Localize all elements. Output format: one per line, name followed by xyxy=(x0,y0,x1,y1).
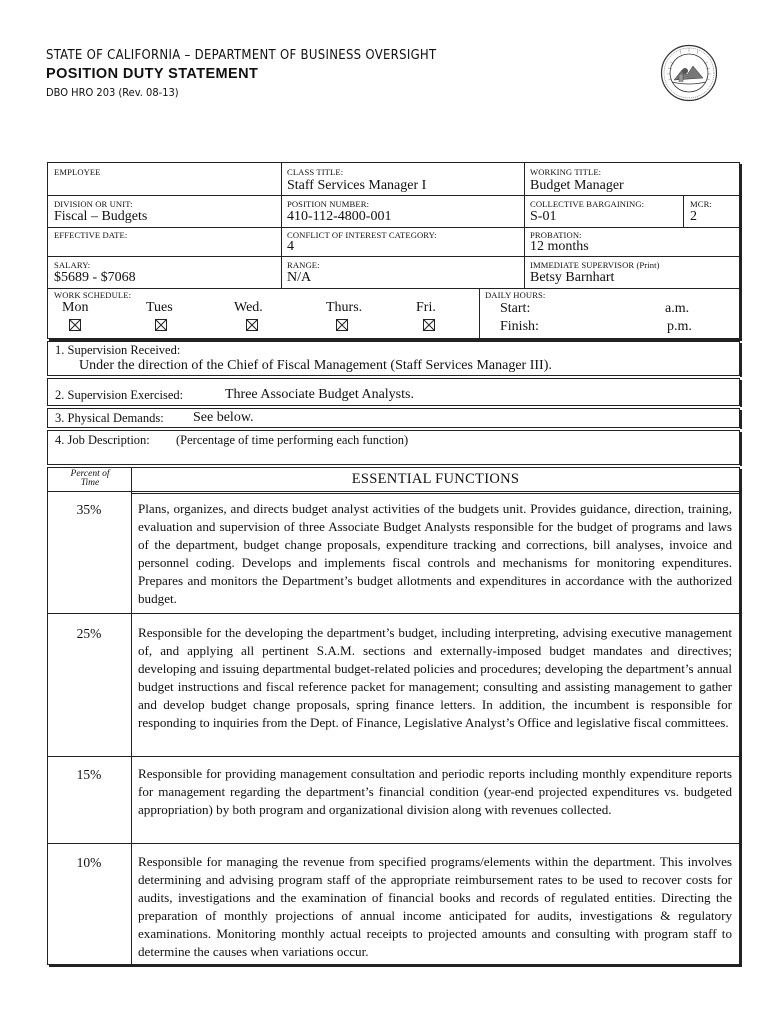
form-number: DBO HRO 203 (Rev. 08-13) xyxy=(46,86,179,99)
section-shadow xyxy=(740,343,742,377)
function-description: Responsible for providing management consultation and periodic reports including monthly expenditure reports for management regarding the department’s financial condition (year-end projected expenditures vs. budgeted appropriation) by both program and organizational division along with revenues collected. xyxy=(138,766,732,818)
col-divider xyxy=(683,195,684,227)
effective-date-label: EFFECTIVE DATE: xyxy=(54,230,128,240)
day-wed-label: Wed. xyxy=(234,300,263,315)
start-label: Start: xyxy=(500,301,531,316)
function-description: Responsible for managing the revenue from specified programs/elements within the department. This involves determining and advising program staff of the appropriate reimbursement rates to be used to recover costs for audits, investigations and the examination of financial books and records of regulated entities. Directing the preparation of monthly projections of annual income anticipated for audits, investigations & regulatory examinations. Monitoring monthly actual receipts to projected amounts and consulting with program staff to determine the causes when variations occur. xyxy=(138,854,732,960)
supervisor-value[interactable]: Betsy Barnhart xyxy=(530,270,615,285)
position-number-value[interactable]: 410-112-4800-001 xyxy=(287,209,392,224)
function-percent: 25% xyxy=(76,626,102,641)
class-title-value[interactable]: Staff Services Manager I xyxy=(287,178,427,193)
section-shadow xyxy=(740,380,742,407)
physical-demands-label: 3. Physical Demands: xyxy=(55,411,164,425)
essential-functions-header: ESSENTIAL FUNCTIONS xyxy=(351,471,520,487)
section-shadow xyxy=(740,432,742,466)
row-divider xyxy=(47,843,740,844)
supervisor-label: IMMEDIATE SUPERVISOR (Print) xyxy=(530,260,660,270)
employee-label: EMPLOYEE xyxy=(54,167,101,177)
supervision-received-label: 1. Supervision Received: xyxy=(55,343,181,357)
row-divider xyxy=(47,756,740,757)
day-thurs-label: Thurs. xyxy=(326,300,363,315)
day-fri-label: Fri. xyxy=(416,300,436,315)
probation-value[interactable]: 12 months xyxy=(530,239,589,254)
frame-shadow-right xyxy=(740,164,742,340)
mcr-value[interactable]: 2 xyxy=(690,209,697,224)
probation-label: PROBATION: xyxy=(530,230,582,240)
day-tues-label: Tues xyxy=(146,300,173,315)
mcr-label: MCR: xyxy=(690,199,712,209)
salary-value[interactable]: $5689 - $7068 xyxy=(54,270,136,285)
collective-bargaining-label: COLLECTIVE BARGAINING: xyxy=(530,199,645,209)
salary-label: SALARY: xyxy=(54,260,91,270)
thurs-checkbox[interactable] xyxy=(336,319,348,331)
state-seal-icon xyxy=(660,44,718,102)
tues-checkbox[interactable] xyxy=(155,319,167,331)
working-title-label: WORKING TITLE: xyxy=(530,167,602,177)
wed-checkbox[interactable] xyxy=(246,319,258,331)
row-divider xyxy=(47,256,740,257)
section-shadow xyxy=(740,410,742,429)
day-mon-label: Mon xyxy=(62,300,89,315)
table-shadow-bottom xyxy=(49,965,742,967)
header-divider xyxy=(47,491,740,492)
working-title-value[interactable]: Budget Manager xyxy=(530,178,624,193)
table-shadow-right xyxy=(740,469,742,966)
supervision-exercised-text: Three Associate Budget Analysts. xyxy=(225,387,414,402)
range-value[interactable]: N/A xyxy=(287,270,312,285)
function-percent: 35% xyxy=(76,502,102,517)
row-divider xyxy=(47,288,740,289)
range-label: RANGE: xyxy=(287,260,320,270)
finish-label: Finish: xyxy=(500,319,539,334)
percent-header-line1: Percent of xyxy=(70,469,110,479)
function-percent: 15% xyxy=(76,767,102,782)
col-divider xyxy=(524,162,525,288)
function-description: Plans, organizes, and directs budget analyst activities of the budgets unit. Provides guidance, direction, training, evaluation and supervision of three Associate Budget Analysts responsible for the budget of programs and laws of the department, budget change proposals, expenditure tracking and corrections, bill analyses, invoice and personnel coding. Develops and implements fiscal controls and mechanisms for monitoring expenditures. Prepares and monitors the Department’s budget allotments and expenditures in accordance with the authorized budget. xyxy=(138,501,732,607)
division-value[interactable]: Fiscal – Budgets xyxy=(54,209,148,224)
job-description-label: 4. Job Description: xyxy=(55,433,150,447)
finish-suffix: p.m. xyxy=(667,319,692,334)
daily-hours-label: DAILY HOURS: xyxy=(485,290,546,300)
supervision-received-text: Under the direction of the Chief of Fiscal Management (Staff Services Manager III). xyxy=(79,358,552,373)
physical-demands-text: See below. xyxy=(193,410,254,425)
conflict-of-interest-label: CONFLICT OF INTEREST CATEGORY: xyxy=(287,230,437,240)
class-title-label: CLASS TITLE: xyxy=(287,167,344,177)
job-description-text: (Percentage of time performing each function) xyxy=(176,433,409,447)
supervision-exercised-label: 2. Supervision Exercised: xyxy=(55,388,184,402)
agency-name: STATE OF CALIFORNIA – DEPARTMENT OF BUSINESS OVERSIGHT xyxy=(46,48,437,63)
function-percent: 10% xyxy=(76,855,102,870)
division-label: DIVISION OR UNIT: xyxy=(54,199,133,209)
row-divider xyxy=(47,195,740,196)
start-suffix: a.m. xyxy=(665,301,690,316)
row-divider xyxy=(47,613,740,614)
position-number-label: POSITION NUMBER: xyxy=(287,199,370,209)
conflict-of-interest-value[interactable]: 4 xyxy=(287,239,294,254)
collective-bargaining-value[interactable]: S-01 xyxy=(530,209,557,224)
col-divider xyxy=(479,288,480,339)
function-description: Responsible for the developing the department’s budget, including interpreting, advising executive management of, and applying all pertinent S.A.M. sections and externally-imposed budget mandates and directives; developing and issuing departmental budget-related policies and procedures; developing the department’s annual budget instructions and fiscal reference packet for management; consulting and assisting management to gather and develop budget change proposals, spring finance letters. In addition, the incumbent is responsible for responding to inquiries from the Dept. of Finance, Legislative Analyst’s Office and legislative fiscal committees. xyxy=(138,625,732,731)
col-divider xyxy=(281,162,282,288)
header-divider-double xyxy=(131,493,740,494)
work-schedule-label: WORK SCHEDULE: xyxy=(54,290,132,300)
percent-header-line2: Time xyxy=(80,478,100,488)
fri-checkbox[interactable] xyxy=(423,319,435,331)
percent-column-divider xyxy=(131,467,132,965)
row-divider xyxy=(47,227,740,228)
document-title: POSITION DUTY STATEMENT xyxy=(46,66,259,82)
mon-checkbox[interactable] xyxy=(69,319,81,331)
